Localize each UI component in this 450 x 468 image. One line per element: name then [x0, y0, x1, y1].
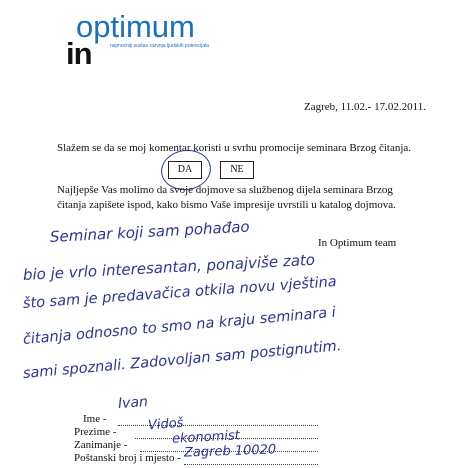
- logo-in-wordmark: in: [66, 36, 92, 71]
- request-text-line-1: Najljepše Vas molimo da svoje dojmove sa službenog dijela seminara Brzog: [57, 184, 393, 196]
- postal-code-city-field-line[interactable]: [184, 464, 318, 465]
- handwritten-comment-line-2: bio je vrlo interesantan, ponajviše zato: [22, 250, 316, 284]
- occupation-label: Zanimanje -: [74, 439, 128, 451]
- postal-code-city-value: Zagreb 10020: [183, 442, 277, 461]
- logo-tagline: najmoćniji sustav razvoja ljudskih potencijala: [110, 43, 209, 49]
- first-name-value: Ivan: [117, 393, 149, 413]
- first-name-label: Ime -: [83, 413, 107, 425]
- last-name-label: Prezime -: [74, 426, 117, 438]
- choice-no-box[interactable]: NE: [220, 161, 254, 179]
- handwritten-comment-line-4: čitanja odnosno to smo na kraju seminara i: [22, 304, 337, 348]
- postal-code-city-label: Poštanski broj i mjesto -: [74, 452, 181, 464]
- consent-statement: Slažem se da se moj komentar koristi u svrhu promocije seminara Brzog čitanja.: [57, 142, 412, 154]
- date-location: Zagreb, 11.02.- 17.02.2011.: [304, 101, 426, 113]
- request-text-line-2: čitanja zapišete ispod, kako bismo Vaše impresije uvrstili u katalog dojmova.: [57, 199, 396, 211]
- occupation-value: ekonomist: [171, 428, 241, 447]
- last-name-value: Vidoš: [147, 415, 184, 434]
- handwritten-comment-line-3: što sam je predavačica otkila novu vještina: [22, 274, 338, 312]
- logo-optimum-wordmark: optimum: [76, 9, 195, 44]
- handwritten-comment-line-1: Seminar koji sam pohađao: [49, 217, 251, 246]
- team-signature: In Optimum team: [318, 237, 397, 249]
- choice-yes-box[interactable]: DA: [168, 161, 202, 179]
- handwritten-comment-line-5: sami spoznali. Zadovoljan sam postignutim.: [22, 338, 342, 382]
